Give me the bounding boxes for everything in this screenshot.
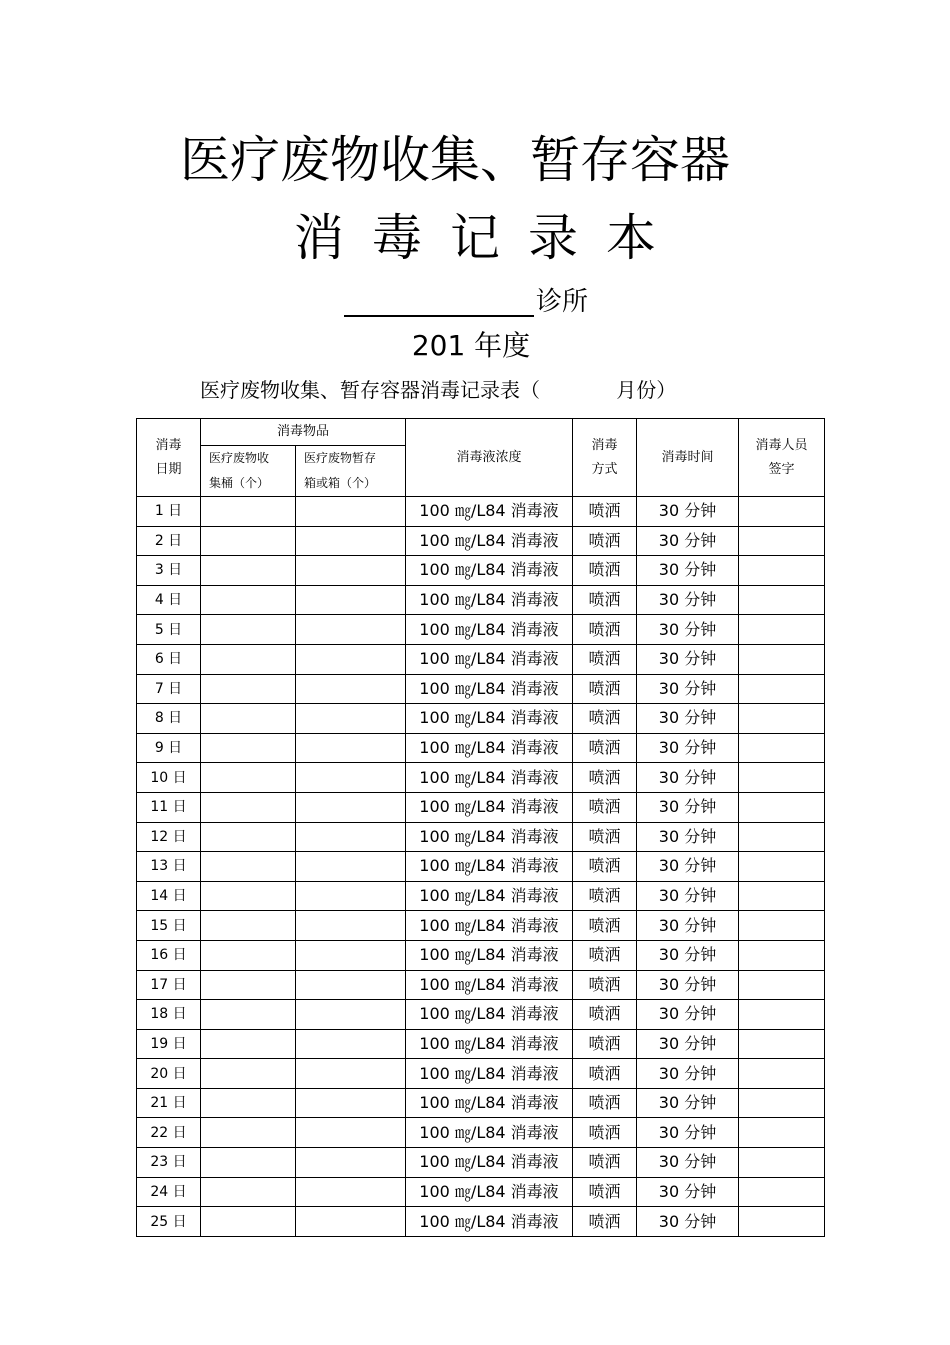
- table-row: [137, 585, 825, 615]
- signer-cell[interactable]: [739, 704, 825, 734]
- signer-cell[interactable]: [739, 1207, 825, 1237]
- header-concentration: 消毒液浓度: [406, 419, 573, 497]
- bucket-count-cell[interactable]: [201, 1118, 296, 1148]
- concentration-cell: 100 ㎎/L84 消毒液: [406, 763, 573, 793]
- box-count-cell[interactable]: [296, 940, 406, 970]
- signer-cell[interactable]: [739, 911, 825, 941]
- time-cell: 30 分钟: [637, 1118, 739, 1148]
- signer-cell[interactable]: [739, 1000, 825, 1030]
- method-cell: 喷洒: [573, 1118, 637, 1148]
- table-row: [137, 822, 825, 852]
- box-count-cell[interactable]: [296, 881, 406, 911]
- concentration-cell: 100 ㎎/L84 消毒液: [406, 881, 573, 911]
- bucket-count-cell[interactable]: [201, 1088, 296, 1118]
- header-items-box-line1: 医疗废物暂存: [304, 451, 377, 465]
- method-cell: 喷洒: [573, 792, 637, 822]
- method-cell: 喷洒: [573, 733, 637, 763]
- time-cell: 30 分钟: [637, 1148, 739, 1178]
- concentration-cell: 100 ㎎/L84 消毒液: [406, 526, 573, 556]
- method-cell: 喷洒: [573, 763, 637, 793]
- signer-cell[interactable]: [739, 1148, 825, 1178]
- document-title: 医疗废物收集、暂存容器: [180, 131, 730, 189]
- time-cell: 30 分钟: [637, 674, 739, 704]
- date-cell: 24 日: [137, 1177, 201, 1207]
- method-cell: 喷洒: [573, 497, 637, 527]
- method-cell: 喷洒: [573, 615, 637, 645]
- header-items-box: [296, 446, 406, 497]
- table-row: [137, 526, 825, 556]
- table-row: [137, 881, 825, 911]
- date-cell: 4 日: [137, 585, 201, 615]
- concentration-cell: 100 ㎎/L84 消毒液: [406, 1118, 573, 1148]
- bucket-count-cell[interactable]: [201, 792, 296, 822]
- concentration-cell: 100 ㎎/L84 消毒液: [406, 497, 573, 527]
- bucket-count-cell[interactable]: [201, 556, 296, 586]
- form-subtitle: 医疗废物收集、暂存容器消毒记录表（ 月份）: [200, 378, 677, 402]
- signer-cell[interactable]: [739, 733, 825, 763]
- header-items-bucket: [201, 446, 296, 497]
- concentration-cell: 100 ㎎/L84 消毒液: [406, 733, 573, 763]
- concentration-cell: 100 ㎎/L84 消毒液: [406, 792, 573, 822]
- header-time: 消毒时间: [637, 419, 739, 497]
- table-row: [137, 1059, 825, 1089]
- concentration-cell: 100 ㎎/L84 消毒液: [406, 704, 573, 734]
- year-label: 201 年度: [411, 329, 531, 362]
- bucket-count-cell[interactable]: [201, 940, 296, 970]
- method-cell: 喷洒: [573, 526, 637, 556]
- clinic-name-blank: [344, 287, 534, 317]
- header-items-bucket-line1: 医疗废物收: [209, 451, 270, 465]
- method-cell: 喷洒: [573, 1148, 637, 1178]
- header-signer-line1: 消毒人员: [755, 437, 808, 453]
- table-row: [137, 763, 825, 793]
- box-count-cell[interactable]: [296, 585, 406, 615]
- box-count-cell[interactable]: [296, 852, 406, 882]
- table-row: [137, 704, 825, 734]
- box-count-cell[interactable]: [296, 1059, 406, 1089]
- concentration-cell: 100 ㎎/L84 消毒液: [406, 1000, 573, 1030]
- time-cell: 30 分钟: [637, 556, 739, 586]
- header-items-group: 消毒物品: [201, 419, 406, 446]
- method-cell: 喷洒: [573, 881, 637, 911]
- date-cell: 7 日: [137, 674, 201, 704]
- concentration-cell: 100 ㎎/L84 消毒液: [406, 1029, 573, 1059]
- box-count-cell[interactable]: [296, 763, 406, 793]
- signer-cell[interactable]: [739, 644, 825, 674]
- date-cell: 11 日: [137, 792, 201, 822]
- header-items-bucket-line2: 集桶（个）: [209, 476, 270, 490]
- header-signer: [739, 419, 825, 497]
- box-count-cell[interactable]: [296, 822, 406, 852]
- box-count-cell[interactable]: [296, 1118, 406, 1148]
- date-cell: 15 日: [137, 911, 201, 941]
- time-cell: 30 分钟: [637, 497, 739, 527]
- time-cell: 30 分钟: [637, 763, 739, 793]
- date-cell: 23 日: [137, 1148, 201, 1178]
- signer-cell[interactable]: [739, 881, 825, 911]
- table-row: [137, 1207, 825, 1237]
- table-row: [137, 1177, 825, 1207]
- signer-cell[interactable]: [739, 497, 825, 527]
- date-cell: 13 日: [137, 852, 201, 882]
- table-row: [137, 911, 825, 941]
- header-date-line2: 日期: [155, 461, 182, 477]
- bucket-count-cell[interactable]: [201, 526, 296, 556]
- time-cell: 30 分钟: [637, 852, 739, 882]
- header-method-line1: 消毒: [591, 437, 618, 453]
- header-date-line1: 消毒: [155, 437, 182, 453]
- bucket-count-cell[interactable]: [201, 1177, 296, 1207]
- method-cell: 喷洒: [573, 674, 637, 704]
- time-cell: 30 分钟: [637, 1059, 739, 1089]
- method-cell: 喷洒: [573, 1207, 637, 1237]
- table-row: [137, 1029, 825, 1059]
- date-cell: 17 日: [137, 970, 201, 1000]
- bucket-count-cell[interactable]: [201, 1207, 296, 1237]
- record-body: [137, 497, 825, 1237]
- bucket-count-cell[interactable]: [201, 970, 296, 1000]
- box-count-cell[interactable]: [296, 1177, 406, 1207]
- bucket-count-cell[interactable]: [201, 822, 296, 852]
- method-cell: 喷洒: [573, 585, 637, 615]
- time-cell: 30 分钟: [637, 1088, 739, 1118]
- concentration-cell: 100 ㎎/L84 消毒液: [406, 615, 573, 645]
- method-cell: 喷洒: [573, 1177, 637, 1207]
- box-count-cell[interactable]: [296, 1029, 406, 1059]
- bucket-count-cell[interactable]: [201, 911, 296, 941]
- table-row: [137, 615, 825, 645]
- time-cell: 30 分钟: [637, 822, 739, 852]
- header-signer-line2: 签字: [768, 461, 795, 477]
- box-count-cell[interactable]: [296, 674, 406, 704]
- bucket-count-cell[interactable]: [201, 1000, 296, 1030]
- method-cell: 喷洒: [573, 1059, 637, 1089]
- time-cell: 30 分钟: [637, 970, 739, 1000]
- time-cell: 30 分钟: [637, 644, 739, 674]
- table-row: [137, 940, 825, 970]
- box-count-cell[interactable]: [296, 733, 406, 763]
- concentration-cell: 100 ㎎/L84 消毒液: [406, 1148, 573, 1178]
- date-cell: 8 日: [137, 704, 201, 734]
- signer-cell[interactable]: [739, 792, 825, 822]
- signer-cell[interactable]: [739, 1088, 825, 1118]
- time-cell: 30 分钟: [637, 1029, 739, 1059]
- method-cell: 喷洒: [573, 911, 637, 941]
- date-cell: 18 日: [137, 1000, 201, 1030]
- concentration-cell: 100 ㎎/L84 消毒液: [406, 674, 573, 704]
- bucket-count-cell[interactable]: [201, 644, 296, 674]
- concentration-cell: 100 ㎎/L84 消毒液: [406, 1207, 573, 1237]
- time-cell: 30 分钟: [637, 704, 739, 734]
- date-cell: 16 日: [137, 940, 201, 970]
- signer-cell[interactable]: [739, 615, 825, 645]
- box-count-cell[interactable]: [296, 1207, 406, 1237]
- box-count-cell[interactable]: [296, 556, 406, 586]
- time-cell: 30 分钟: [637, 733, 739, 763]
- date-cell: 1 日: [137, 497, 201, 527]
- box-count-cell[interactable]: [296, 911, 406, 941]
- date-cell: 25 日: [137, 1207, 201, 1237]
- header-date: [137, 419, 201, 497]
- concentration-cell: 100 ㎎/L84 消毒液: [406, 852, 573, 882]
- date-cell: 19 日: [137, 1029, 201, 1059]
- box-count-cell[interactable]: [296, 526, 406, 556]
- box-count-cell[interactable]: [296, 970, 406, 1000]
- bucket-count-cell[interactable]: [201, 1148, 296, 1178]
- concentration-cell: 100 ㎎/L84 消毒液: [406, 556, 573, 586]
- table-row: [137, 1148, 825, 1178]
- table-row: [137, 1118, 825, 1148]
- box-count-cell[interactable]: [296, 644, 406, 674]
- method-cell: 喷洒: [573, 822, 637, 852]
- box-count-cell[interactable]: [296, 1148, 406, 1178]
- box-count-cell[interactable]: [296, 1088, 406, 1118]
- signer-cell[interactable]: [739, 1029, 825, 1059]
- concentration-cell: 100 ㎎/L84 消毒液: [406, 585, 573, 615]
- disinfection-record-table: [136, 418, 825, 1237]
- header-items-box-line2: 箱或箱（个）: [304, 476, 377, 490]
- signer-cell[interactable]: [739, 1059, 825, 1089]
- date-cell: 12 日: [137, 822, 201, 852]
- bucket-count-cell[interactable]: [201, 615, 296, 645]
- table-row: [137, 733, 825, 763]
- signer-cell[interactable]: [739, 674, 825, 704]
- method-cell: 喷洒: [573, 704, 637, 734]
- table-row: [137, 970, 825, 1000]
- bucket-count-cell[interactable]: [201, 763, 296, 793]
- header-method: [573, 419, 637, 497]
- box-count-cell[interactable]: [296, 792, 406, 822]
- bucket-count-cell[interactable]: [201, 585, 296, 615]
- document-title-line2: 消毒记录本: [294, 209, 684, 267]
- time-cell: 30 分钟: [637, 881, 739, 911]
- clinic-label: 诊所: [536, 287, 589, 317]
- concentration-cell: 100 ㎎/L84 消毒液: [406, 644, 573, 674]
- concentration-cell: 100 ㎎/L84 消毒液: [406, 970, 573, 1000]
- time-cell: 30 分钟: [637, 940, 739, 970]
- time-cell: 30 分钟: [637, 1177, 739, 1207]
- date-cell: 14 日: [137, 881, 201, 911]
- concentration-cell: 100 ㎎/L84 消毒液: [406, 940, 573, 970]
- method-cell: 喷洒: [573, 852, 637, 882]
- concentration-cell: 100 ㎎/L84 消毒液: [406, 1059, 573, 1089]
- bucket-count-cell[interactable]: [201, 852, 296, 882]
- date-cell: 21 日: [137, 1088, 201, 1118]
- concentration-cell: 100 ㎎/L84 消毒液: [406, 822, 573, 852]
- time-cell: 30 分钟: [637, 615, 739, 645]
- date-cell: 6 日: [137, 644, 201, 674]
- bucket-count-cell[interactable]: [201, 674, 296, 704]
- bucket-count-cell[interactable]: [201, 733, 296, 763]
- table-row: [137, 497, 825, 527]
- signer-cell[interactable]: [739, 940, 825, 970]
- time-cell: 30 分钟: [637, 585, 739, 615]
- method-cell: 喷洒: [573, 970, 637, 1000]
- bucket-count-cell[interactable]: [201, 704, 296, 734]
- table-row: [137, 1088, 825, 1118]
- clinic-name-line: [344, 283, 588, 317]
- table-row: [137, 852, 825, 882]
- time-cell: 30 分钟: [637, 1207, 739, 1237]
- box-count-cell[interactable]: [296, 497, 406, 527]
- signer-cell[interactable]: [739, 556, 825, 586]
- method-cell: 喷洒: [573, 1029, 637, 1059]
- bucket-count-cell[interactable]: [201, 1059, 296, 1089]
- method-cell: 喷洒: [573, 940, 637, 970]
- date-cell: 10 日: [137, 763, 201, 793]
- box-count-cell[interactable]: [296, 615, 406, 645]
- table-row: [137, 674, 825, 704]
- signer-cell[interactable]: [739, 526, 825, 556]
- concentration-cell: 100 ㎎/L84 消毒液: [406, 1177, 573, 1207]
- date-cell: 22 日: [137, 1118, 201, 1148]
- bucket-count-cell[interactable]: [201, 497, 296, 527]
- date-cell: 9 日: [137, 733, 201, 763]
- method-cell: 喷洒: [573, 1088, 637, 1118]
- concentration-cell: 100 ㎎/L84 消毒液: [406, 1088, 573, 1118]
- date-cell: 20 日: [137, 1059, 201, 1089]
- table-row: [137, 792, 825, 822]
- time-cell: 30 分钟: [637, 526, 739, 556]
- time-cell: 30 分钟: [637, 1000, 739, 1030]
- concentration-cell: 100 ㎎/L84 消毒液: [406, 911, 573, 941]
- signer-cell[interactable]: [739, 1177, 825, 1207]
- signer-cell[interactable]: [739, 1118, 825, 1148]
- signer-cell[interactable]: [739, 852, 825, 882]
- signer-cell[interactable]: [739, 970, 825, 1000]
- box-count-cell[interactable]: [296, 704, 406, 734]
- bucket-count-cell[interactable]: [201, 881, 296, 911]
- method-cell: 喷洒: [573, 556, 637, 586]
- signer-cell[interactable]: [739, 585, 825, 615]
- time-cell: 30 分钟: [637, 911, 739, 941]
- bucket-count-cell[interactable]: [201, 1029, 296, 1059]
- signer-cell[interactable]: [739, 763, 825, 793]
- date-cell: 3 日: [137, 556, 201, 586]
- method-cell: 喷洒: [573, 644, 637, 674]
- table-row: [137, 556, 825, 586]
- date-cell: 5 日: [137, 615, 201, 645]
- header-method-line2: 方式: [591, 461, 618, 477]
- table-row: [137, 1000, 825, 1030]
- method-cell: 喷洒: [573, 1000, 637, 1030]
- box-count-cell[interactable]: [296, 1000, 406, 1030]
- table-row: [137, 644, 825, 674]
- time-cell: 30 分钟: [637, 792, 739, 822]
- date-cell: 2 日: [137, 526, 201, 556]
- signer-cell[interactable]: [739, 822, 825, 852]
